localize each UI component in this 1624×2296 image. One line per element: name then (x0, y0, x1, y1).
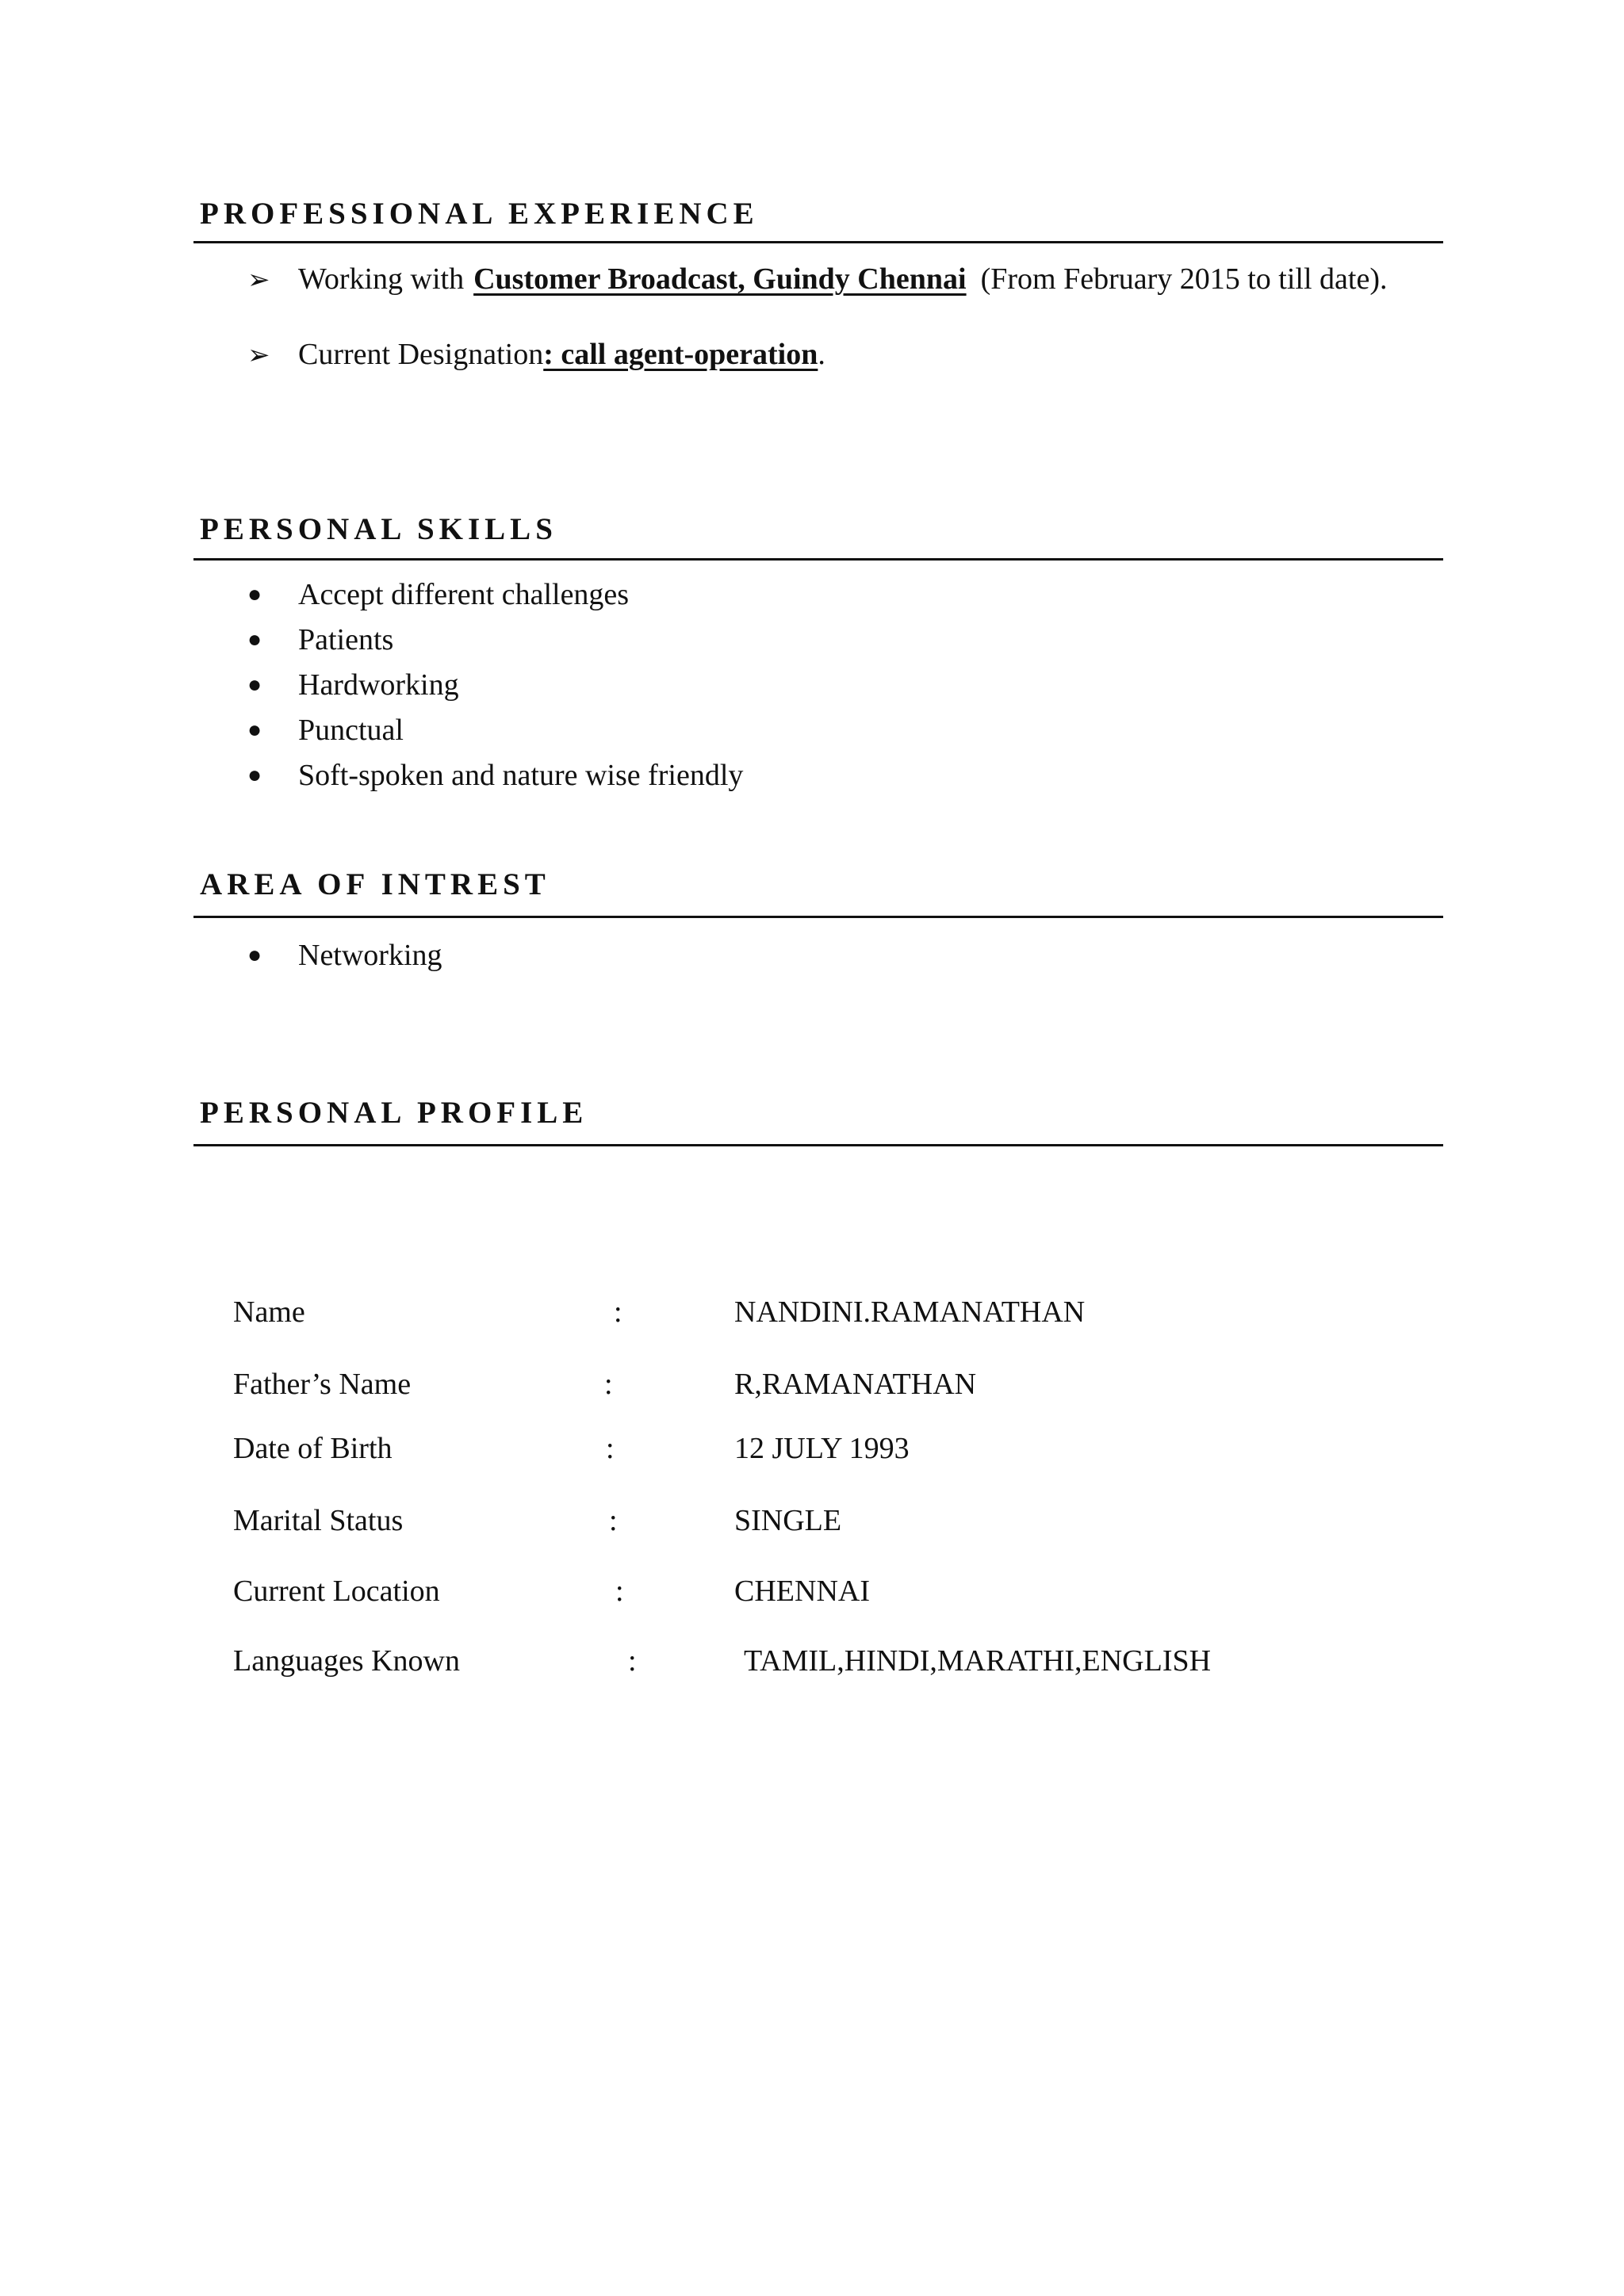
profile-separator: : (614, 1295, 622, 1329)
interest-list (247, 932, 442, 978)
dot-bullet-icon: ● (247, 716, 262, 743)
profile-label: Name (233, 1295, 305, 1329)
employment-period: (From February 2015 to till date). (980, 262, 1388, 296)
profile-label: Marital Status (233, 1504, 404, 1537)
list-item: ● Soft-spoken and nature wise friendly (247, 758, 744, 792)
section-divider (193, 558, 1443, 561)
section-title-personal-skills: PERSONAL SKILLS (200, 512, 557, 546)
dot-bullet-icon: ● (247, 671, 262, 698)
profile-label: Date of Birth (233, 1432, 393, 1465)
designation-suffix: . (818, 338, 825, 371)
profile-value: R,RAMANATHAN (734, 1368, 977, 1401)
skills-list (247, 572, 743, 798)
profile-separator: : (609, 1504, 618, 1537)
profile-label: Father’s Name (233, 1368, 412, 1401)
profile-value: SINGLE (734, 1504, 842, 1537)
list-item: ● Patients (247, 622, 394, 656)
profile-separator: : (604, 1368, 613, 1401)
designation-prefix: Current Designation (298, 338, 544, 371)
section-divider (193, 241, 1443, 243)
arrow-bullet-icon: ➢ (247, 266, 270, 295)
profile-value: CHENNAI (734, 1575, 870, 1608)
profile-value: NANDINI.RAMANATHAN (734, 1295, 1086, 1329)
dot-bullet-icon: ● (247, 761, 262, 788)
experience-prefix: Working with (298, 262, 465, 296)
experience-item-designation (247, 339, 825, 369)
profile-value: 12 JULY 1993 (734, 1432, 910, 1465)
experience-item-employer (247, 264, 1388, 294)
section-divider (193, 1144, 1443, 1146)
section-divider (193, 916, 1443, 918)
list-item: ● Punctual (247, 713, 404, 747)
section-title-professional-experience: PROFESSIONAL EXPERIENCE (200, 197, 759, 231)
section-title-area-of-interest: AREA OF INTREST (200, 867, 550, 901)
profile-separator: : (615, 1575, 624, 1608)
profile-label: Current Location (233, 1575, 440, 1608)
dot-bullet-icon: ● (247, 941, 262, 968)
list-item: ● Networking (247, 938, 442, 972)
designation-value: : call agent-operation (543, 338, 818, 371)
profile-separator: : (628, 1644, 637, 1678)
arrow-bullet-icon: ➢ (247, 341, 270, 370)
list-item: ● Hardworking (247, 668, 459, 702)
profile-label: Languages Known (233, 1644, 460, 1678)
company-name: Customer Broadcast, Guindy Chennai (473, 262, 967, 296)
dot-bullet-icon: ● (247, 626, 262, 652)
section-title-personal-profile: PERSONAL PROFILE (200, 1096, 588, 1130)
list-item: ● Accept different challenges (247, 577, 630, 611)
dot-bullet-icon: ● (247, 580, 262, 607)
profile-value: TAMIL,HINDI,MARATHI,ENGLISH (744, 1644, 1212, 1678)
profile-separator: : (606, 1432, 615, 1465)
